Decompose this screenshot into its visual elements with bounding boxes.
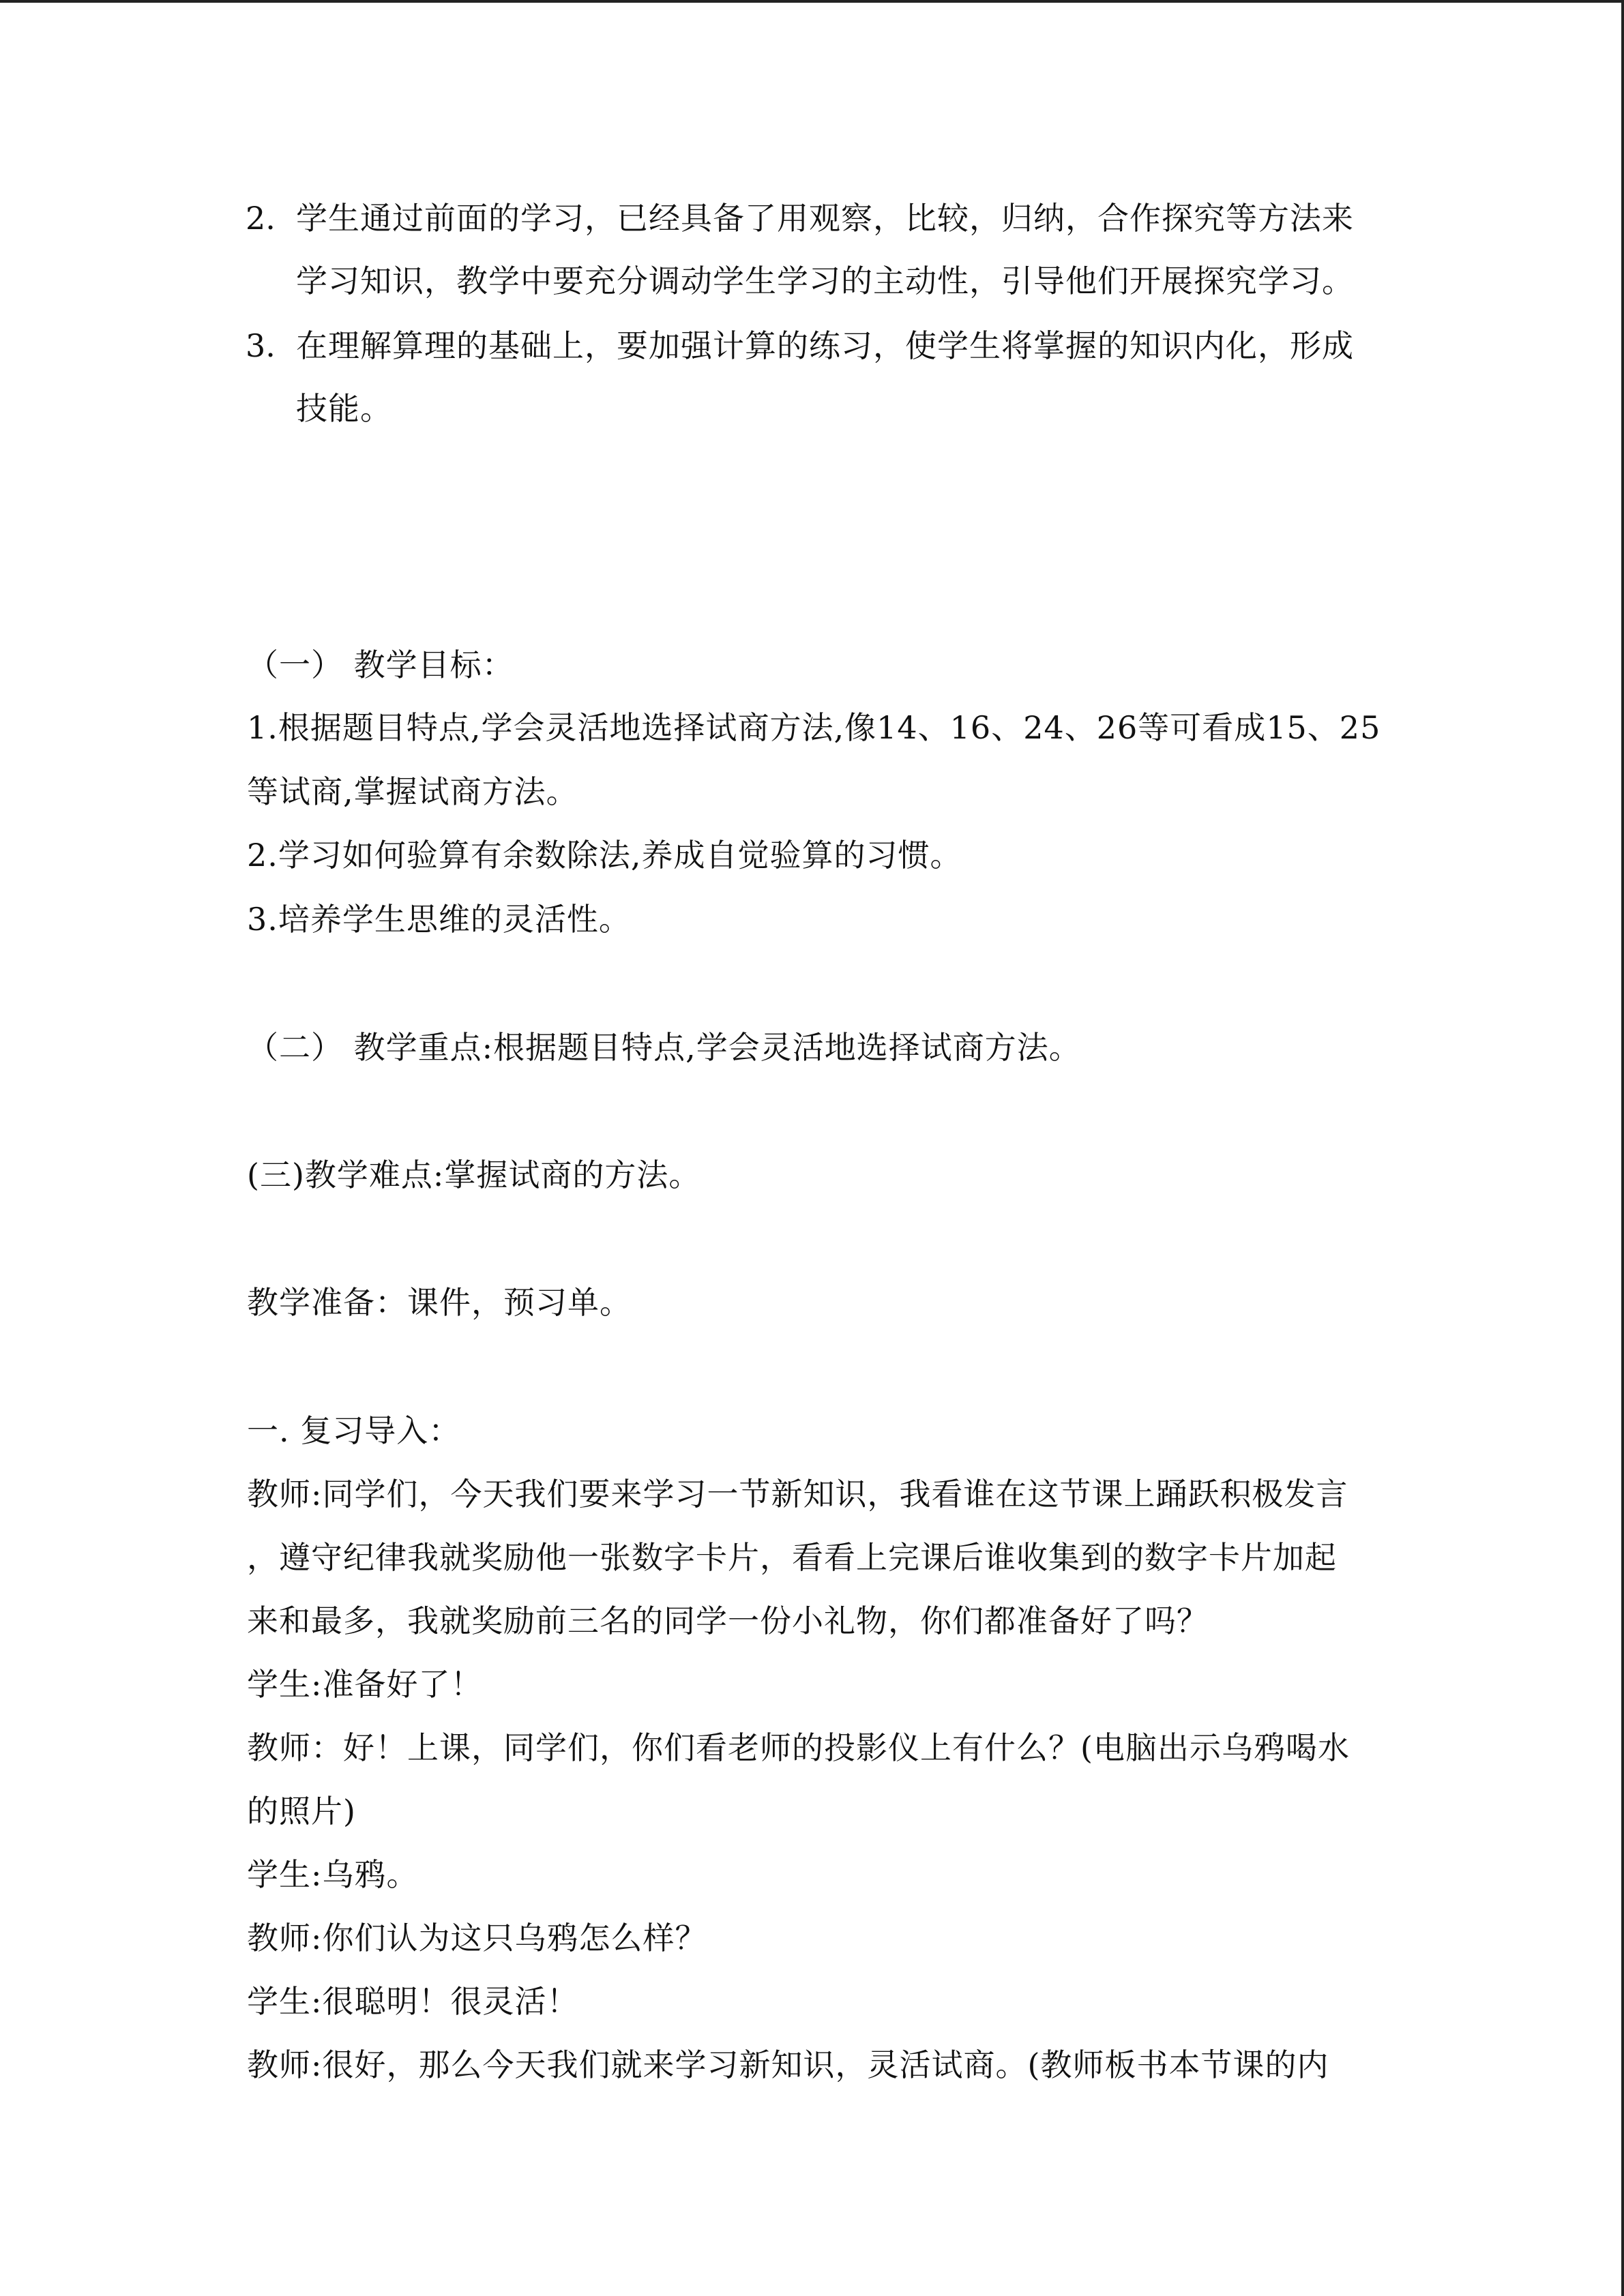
review-line-8: 教师:你们认为这只乌鸦怎么样？ [247,1920,707,1956]
review-line-6: 的照片) [247,1793,356,1830]
objective-line-2: 等试商,掌握试商方法。 [247,773,578,810]
list-item-2-line-2: 学习知识，教学中要充分调动学生学习的主动性，引导他们开展探究学习。 [296,263,1354,299]
objective-line-4: 3.培养学生思维的灵活性。 [247,901,631,938]
page-right-border [1621,0,1624,2296]
list-item-2-line-1: 学生通过前面的学习，已经具备了用观察，比较，归纳，合作探究等方法来 [296,200,1354,237]
review-line-9: 学生:很聪明！很灵活！ [247,1983,579,2020]
review-heading: 一. 复习导入： [247,1412,461,1449]
list-item-3-line-2: 技能。 [296,390,392,427]
list-number-3: 3. [246,327,276,364]
list-item-3-line-1: 在理解算理的基础上，要加强计算的练习，使学生将掌握的知识内化，形成 [296,327,1354,364]
preparation: 教学准备：课件，预习单。 [247,1284,632,1321]
review-line-2: ，遵守纪律我就奖励他一张数字卡片，看看上完课后谁收集到的数字卡片加起 [247,1539,1337,1576]
page-top-border [0,0,1624,3]
objective-line-3: 2.学习如何验算有余数除法,养成自觉验算的习惯。 [247,837,962,874]
objectives-heading: （一） 教学目标： [247,646,514,683]
review-line-5: 教师：好！上课，同学们，你们看老师的投影仪上有什么？(电脑出示乌鸦喝水 [247,1729,1350,1766]
review-line-4: 学生:准备好了！ [247,1666,483,1703]
review-line-1: 教师:同学们，今天我们要来学习一节新知识，我看谁在这节课上踊跃积极发言 [247,1476,1348,1512]
key-point: （二） 教学重点:根据题目特点,学会灵活地选择试商方法。 [247,1029,1081,1066]
difficulty: (三)教学难点:掌握试商的方法。 [247,1157,701,1193]
review-line-7: 学生:乌鸦。 [247,1856,419,1893]
list-number-2: 2. [246,200,276,237]
review-line-10: 教师:很好，那么今天我们就来学习新知识，灵活试商。(教师板书本节课的内 [247,2046,1329,2083]
review-line-3: 来和最多，我就奖励前三名的同学一份小礼物，你们都准备好了吗？ [247,1602,1209,1639]
objective-line-1: 1.根据题目特点,学会灵活地选择试商方法,像14、16、24、26等可看成15、25 [247,709,1381,746]
